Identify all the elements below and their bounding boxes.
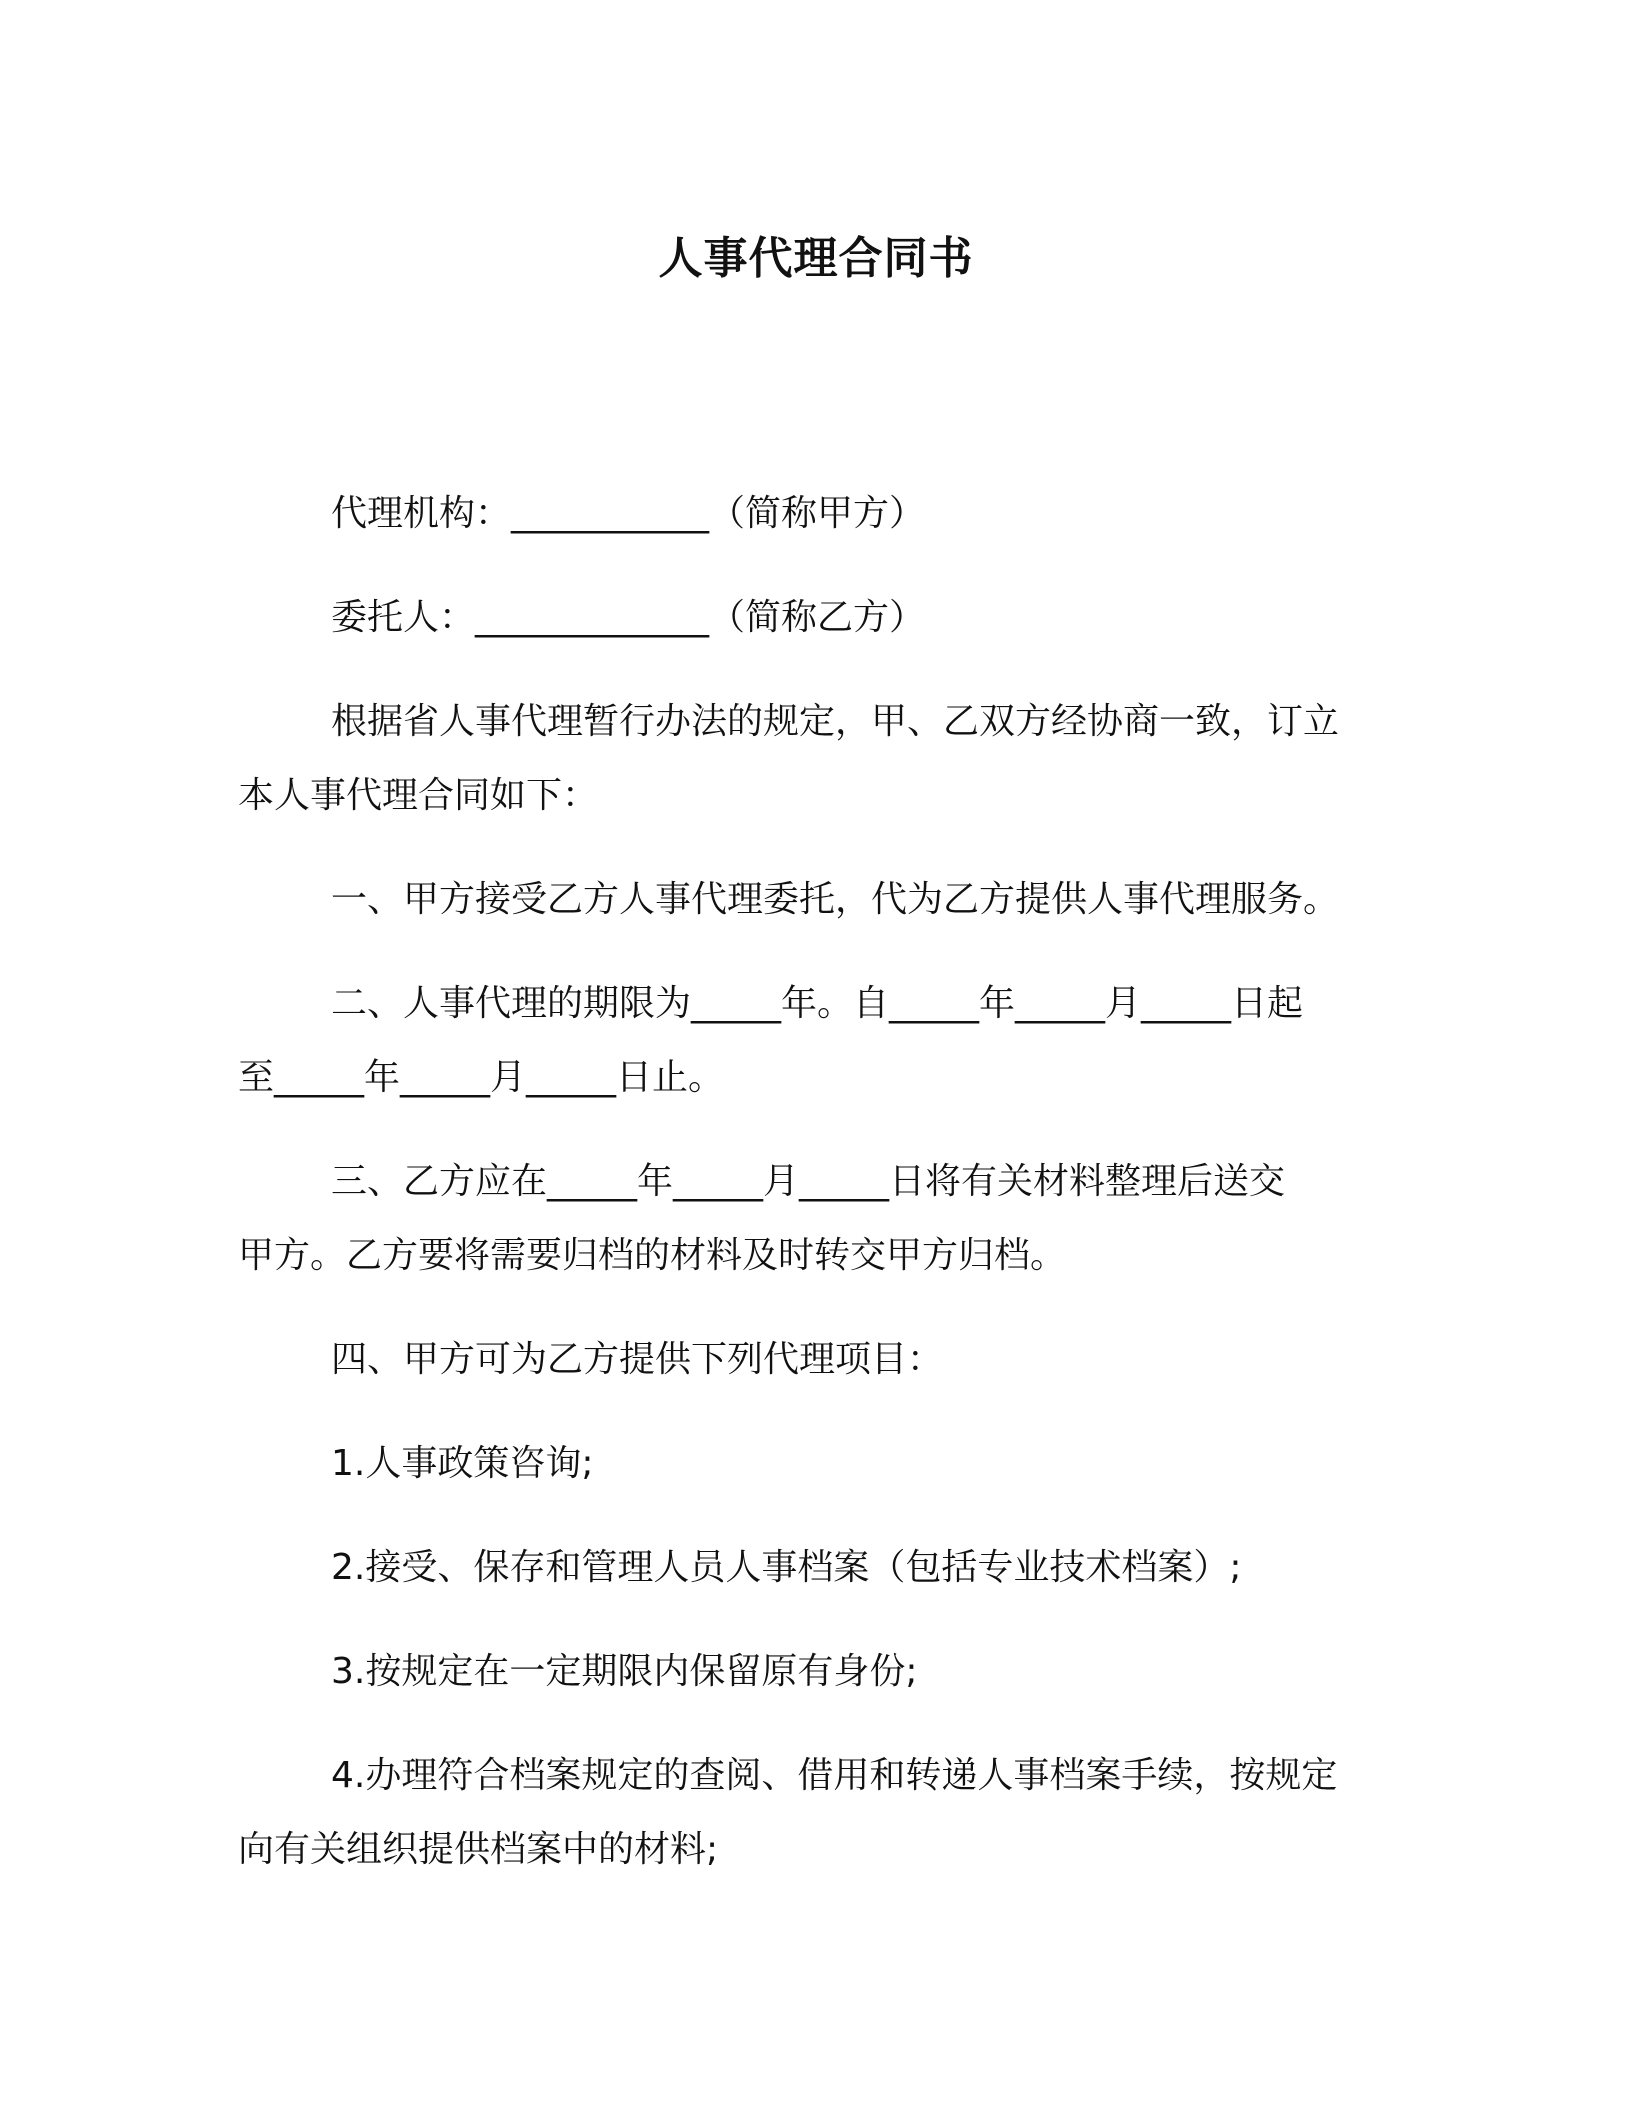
item-4 — [238, 1739, 1388, 1887]
text-line: 向有关组织提供档案中的材料; — [238, 1829, 719, 1870]
document-body — [238, 477, 1388, 1917]
text-line: 3.按规定在一定期限内保留原有身份; — [331, 1651, 918, 1692]
text-line: 1.人事政策咨询; — [331, 1443, 594, 1484]
text-line: 委托人：_____________（简称乙方） — [331, 597, 926, 638]
clause-2 — [238, 967, 1388, 1115]
text-line: 四、甲方可为乙方提供下列代理项目： — [331, 1339, 944, 1380]
party-a-line — [238, 477, 1388, 551]
text-line: 二、人事代理的期限为_____年。自_____年_____月_____日起 — [331, 983, 1304, 1024]
clause-1 — [238, 863, 1388, 937]
document-title: 人事代理合同书 — [658, 233, 974, 284]
item-3 — [238, 1635, 1388, 1709]
preamble-paragraph — [238, 685, 1388, 833]
text-line: 至_____年_____月_____日止。 — [238, 1057, 725, 1098]
clause-4 — [238, 1323, 1388, 1397]
text-line: 三、乙方应在_____年_____月_____日将有关材料整理后送交 — [331, 1161, 1286, 1202]
item-1 — [238, 1427, 1388, 1501]
text-line: 根据省人事代理暂行办法的规定，甲、乙双方经协商一致，订立 — [331, 701, 1340, 742]
text-line: 本人事代理合同如下： — [238, 775, 599, 816]
text-line: 4.办理符合档案规定的查阅、借用和转递人事档案手续，按规定 — [331, 1755, 1338, 1796]
text-line: 2.接受、保存和管理人员人事档案（包括专业技术档案）; — [331, 1547, 1242, 1588]
text-line: 一、甲方接受乙方人事代理委托，代为乙方提供人事代理服务。 — [331, 879, 1340, 920]
clause-3 — [238, 1145, 1388, 1293]
text-line: 代理机构：___________（简称甲方） — [331, 493, 926, 534]
text-line: 甲方。乙方要将需要归档的材料及时转交甲方归档。 — [238, 1235, 1067, 1276]
item-2 — [238, 1531, 1388, 1605]
party-b-line — [238, 581, 1388, 655]
